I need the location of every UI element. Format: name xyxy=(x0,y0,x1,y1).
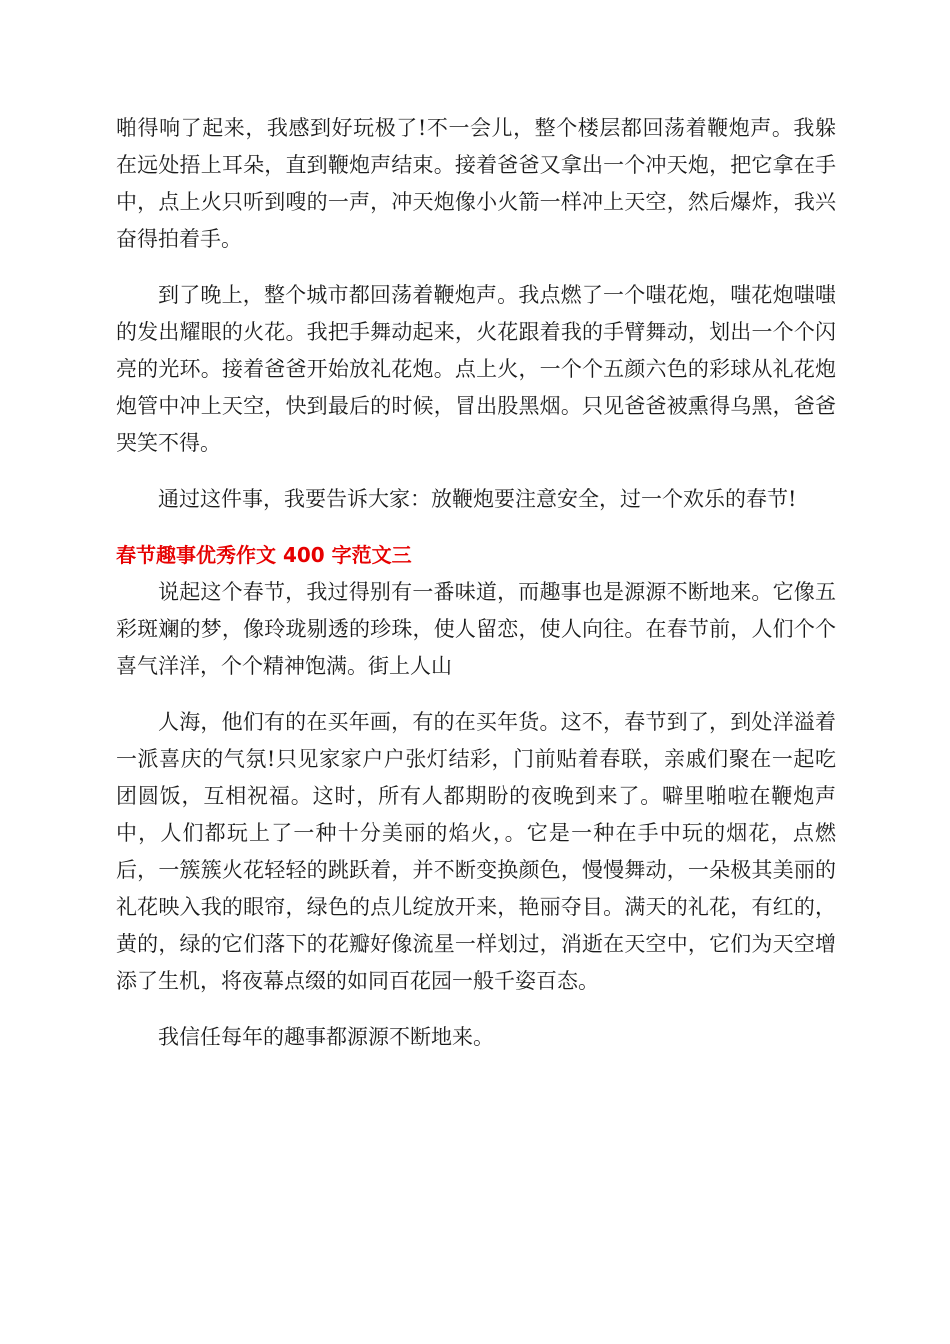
paragraph-closing: 我信任每年的趣事都源源不断地来。 xyxy=(158,1025,494,1049)
document-body xyxy=(116,110,836,1075)
paragraph-safety-conclusion: 通过这件事，我要告诉大家：放鞭炮要注意安全，过一个欢乐的春节! xyxy=(158,487,797,511)
section-heading: 春节趣事优秀作文 400 字范文三 xyxy=(116,543,412,567)
paragraph-festival-night: 人海，他们有的在买年画，有的在买年货。这不，春节到了，到处洋溢着一派喜庆的气氛!只见家家户户张灯结彩，门前贴着春联，亲戚们聚在一起吃团圆饭，互相祝福。这时，所有人都期盼的夜晚到来了。噼里啪啦在鞭炮声中，人们都玩上了一种十分美丽的焰火，。它是一种在手中玩的烟花，点燃后，一簇簇火花轻轻的跳跃着，并不断变换颜色，慢慢舞动，一朵极其美丽的礼花映入我的眼帘，绿色的点儿绽放开来，艳丽夺目。满天的礼花，有红的，黄的，绿的它们落下的花瓣好像流星一样划过，消逝在天空中，它们为天空增添了生机，将夜幕点缀的如同百花园一般千姿百态。 xyxy=(116,710,836,993)
paragraph-evening-fireworks: 到了晚上，整个城市都回荡着鞭炮声。我点燃了一个嗤花炮，嗤花炮嗤嗤的发出耀眼的火花。我把手舞动起来，火花跟着我的手臂舞动，划出一个个闪亮的光环。接着爸爸开始放礼花炮。点上火，一个个五颜六色的彩球从礼花炮炮管中冲上天空，快到最后的时候，冒出股黑烟。只见爸爸被熏得乌黑，爸爸哭笑不得。 xyxy=(116,283,836,455)
paragraph-firecracker-continuation: 啪得响了起来，我感到好玩极了!不一会儿，整个楼层都回荡着鞭炮声。我躲在远处捂上耳朵，直到鞭炮声结束。接着爸爸又拿出一个冲天炮，把它拿在手中，点上火只听到嗖的一声，冲天炮像小火箭一样冲上天空，然后爆炸，我兴奋得拍着手。 xyxy=(116,116,836,251)
paragraph-spring-festival-intro: 说起这个春节，我过得别有一番味道，而趣事也是源源不断地来。它像五彩斑斓的梦，像玲珑剔透的珍珠，使人留恋，使人向往。在春节前，人们个个喜气洋洋，个个精神饱满。街上人山 xyxy=(116,580,836,678)
